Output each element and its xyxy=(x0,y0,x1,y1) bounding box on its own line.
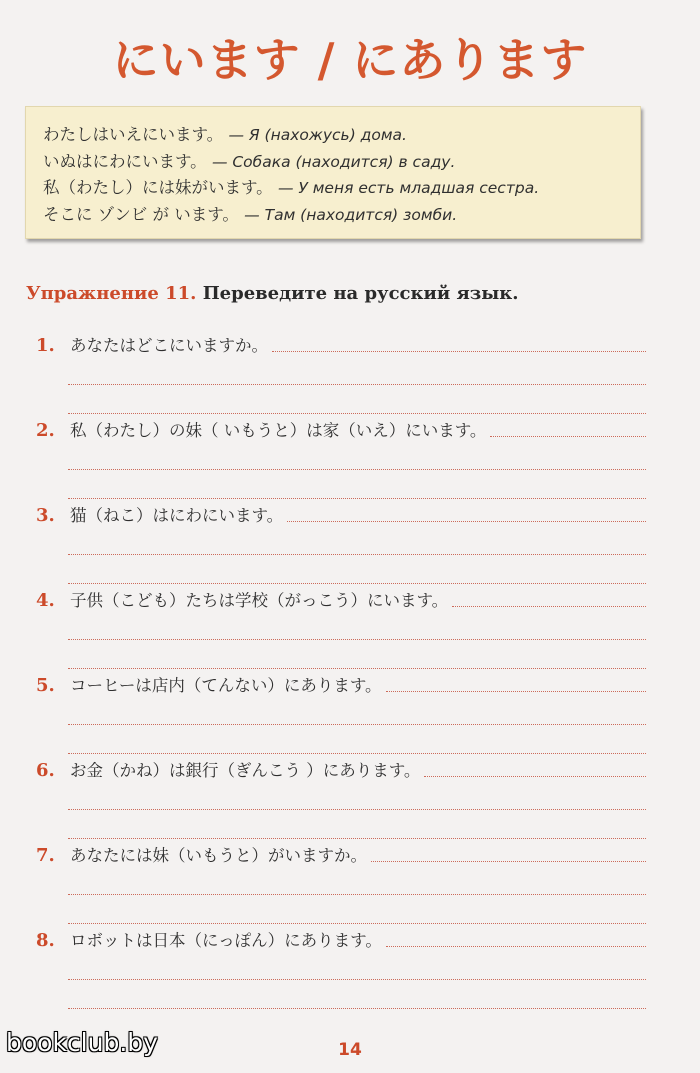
answer-line[interactable] xyxy=(272,351,646,352)
answer-line[interactable] xyxy=(287,521,646,522)
answer-line[interactable] xyxy=(68,810,646,839)
answer-line[interactable] xyxy=(68,696,646,725)
example-jp: いぬはにわにいます。 xyxy=(43,151,207,171)
example-ru: — Собака (находится) в саду. xyxy=(211,152,456,171)
example-jp: そこに ゾンビ が います。 xyxy=(43,204,239,224)
exercise-item xyxy=(36,666,646,754)
exercise-item xyxy=(36,411,646,499)
answer-line[interactable] xyxy=(68,555,646,584)
example-line xyxy=(43,149,640,176)
example-jp: 私（わたし）には妹がいます。 xyxy=(43,178,273,197)
example-line xyxy=(43,175,640,202)
example-line xyxy=(43,202,640,229)
answer-line[interactable] xyxy=(490,436,646,437)
answer-line[interactable] xyxy=(68,980,646,1009)
item-text: あなたには妹（いもうと）がいますか。 xyxy=(70,846,367,865)
answer-line[interactable] xyxy=(68,441,646,470)
answer-line[interactable] xyxy=(68,385,646,414)
item-number: 1. xyxy=(36,335,55,356)
answer-line[interactable] xyxy=(68,526,646,555)
answer-line[interactable] xyxy=(452,606,646,607)
answer-line[interactable] xyxy=(68,866,646,895)
item-number: 2. xyxy=(36,420,55,441)
item-text: ロボットは日本（にっぽん）にあります。 xyxy=(70,931,382,950)
exercise-item xyxy=(36,921,646,1009)
example-line xyxy=(43,122,640,149)
item-number: 8. xyxy=(36,930,55,951)
item-text: 私（わたし）の妹（ いもうと）は家（いえ）にいます。 xyxy=(70,421,487,440)
answer-line[interactable] xyxy=(371,861,646,862)
answer-line[interactable] xyxy=(68,611,646,640)
item-text: お金（かね）は銀行（ぎんこう ）にあります。 xyxy=(70,761,421,780)
exercise-instruction: Переведите на русский язык. xyxy=(202,283,519,304)
example-ru: — У меня есть младшая сестра. xyxy=(277,179,540,197)
answer-line[interactable] xyxy=(68,356,646,385)
answer-line[interactable] xyxy=(68,640,646,669)
item-text: コーヒーは店内（てんない）にあります。 xyxy=(70,676,382,695)
exercise-item xyxy=(36,836,646,924)
item-number: 7. xyxy=(36,845,55,866)
exercise-item xyxy=(36,326,646,414)
page-number: 14 xyxy=(338,1040,362,1060)
item-number: 5. xyxy=(36,675,55,696)
item-number: 4. xyxy=(36,590,55,611)
examples-box xyxy=(25,106,641,239)
answer-line[interactable] xyxy=(68,951,646,980)
answer-line[interactable] xyxy=(424,776,646,777)
item-text: 猫（ねこ）はにわにいます。 xyxy=(70,506,284,525)
answer-line[interactable] xyxy=(68,470,646,499)
item-number: 6. xyxy=(36,760,55,781)
answer-line[interactable] xyxy=(68,895,646,924)
page-title: にいます / にあります xyxy=(112,33,588,87)
item-text: 子供（こども）たちは学校（がっこう）にいます。 xyxy=(70,591,449,610)
answer-line[interactable] xyxy=(68,725,646,754)
watermark: bookclub.by xyxy=(6,1028,158,1057)
exercise-item xyxy=(36,751,646,839)
answer-line[interactable] xyxy=(386,946,646,947)
item-number: 3. xyxy=(36,505,55,526)
exercise-label: Упражнение 11. xyxy=(26,283,197,304)
item-text: あなたはどこにいますか。 xyxy=(70,336,268,355)
exercise-heading xyxy=(26,283,519,304)
answer-line[interactable] xyxy=(386,691,646,692)
exercise-item xyxy=(36,581,646,669)
example-ru: — Я (нахожусь) дома. xyxy=(228,126,407,144)
exercise-item xyxy=(36,496,646,584)
example-ru: — Там (находится) зомби. xyxy=(244,205,458,224)
answer-line[interactable] xyxy=(68,781,646,810)
example-jp: わたしはいえにいます。 xyxy=(43,125,224,144)
